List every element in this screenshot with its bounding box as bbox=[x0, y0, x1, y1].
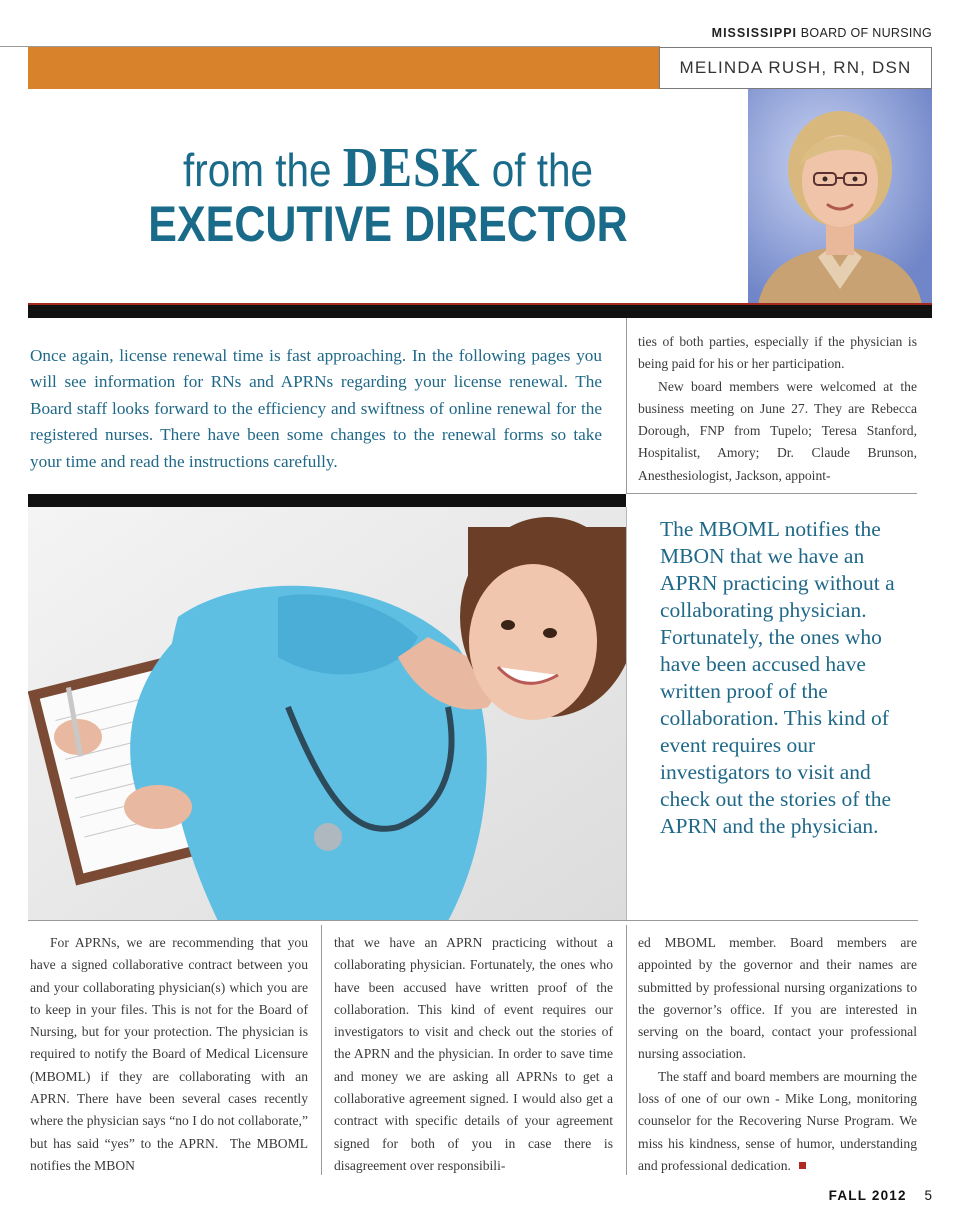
author-byline: MELINDA RUSH, RN, DSN bbox=[659, 47, 932, 89]
paragraph: ties of both parties, especially if the physician is being paid for his or her participation. bbox=[638, 334, 917, 372]
header-accent-bar bbox=[28, 47, 660, 89]
right-column-upper bbox=[638, 331, 917, 487]
intro-paragraph: Once again, license renewal time is fast approaching. In the following pages you will see information for RNs and APRNs regarding your license renewal. The Board staff looks forward to the efficiency and swiftness of online renewal for the registered nurses. There have been some changes to the renewal forms so take your time and read the instructions carefully. bbox=[30, 346, 602, 471]
paragraph: For APRNs, we are recommending that you have a signed collaborative contract between you and your collaborating physician(s) which you are to keep in your files. This is not for the Board of Nursing, but for your protection. The physician is required to notify the Board of Medical Licensure (MBOML) if they are collaborating with an APRN. There have been several cases recently where the physician says “no I do not collaborate,” but has said “yes” to the APRN. The MBOML notifies the MBON bbox=[30, 935, 308, 1173]
nurse-photo bbox=[28, 507, 626, 921]
article-column-1 bbox=[30, 932, 308, 1177]
photo-top-bar bbox=[28, 494, 626, 507]
title-from-the: from the bbox=[183, 144, 332, 196]
paragraph: that we have an APRN practicing without a collaborating physician. Fortunately, the ones who have been accused have written proof of the collaboration. This kind of event requires our investigators to visit and check out the stories of the APRN and the physician. In order to save time and money we are asking all APRNs to get a collaborative agreement signed. I would also get a contract with specific details of your agreement signed for both of you in case there is disagreement over responsibili- bbox=[334, 935, 613, 1173]
masthead-state: MISSISSIPPI bbox=[711, 26, 798, 40]
article-column-3 bbox=[638, 932, 917, 1177]
column-divider bbox=[321, 925, 322, 1175]
end-of-article-mark bbox=[799, 1162, 806, 1169]
masthead bbox=[712, 26, 932, 40]
director-portrait-photo bbox=[748, 89, 932, 304]
portrait-illustration bbox=[748, 89, 932, 304]
pullquote-divider bbox=[626, 507, 627, 921]
bottom-columns-rule bbox=[28, 920, 918, 921]
page-number: 5 bbox=[924, 1188, 932, 1203]
paragraph-last bbox=[638, 1066, 917, 1177]
paragraph: New board members were welcomed at the business meeting on June 27. They are Rebecca Dorough, FNP from Tupelo; Teresa Stanford, Hospitalist, Amory; Dr. Claude Brunson, Anesthesiologist, Jackson, appoint- bbox=[638, 378, 917, 483]
page-footer bbox=[829, 1188, 932, 1203]
column-divider bbox=[626, 318, 627, 494]
pull-quote: The MBOML notifies the MBON that we have an APRN practicing without a collaborating physician. Fortunately, the ones who have been accused have written proof of the collaboration. This kind of event requires our investigators to visit and check out the stories of the APRN and the physician. bbox=[660, 517, 895, 838]
title-of-the: of the bbox=[491, 144, 593, 196]
paragraph: ed MBOML member. Board members are appointed by the governor and their names are submitted by professional nursing organizations to the governor’s office. If you are interested in serving on the board, contact your professional nursing association. bbox=[638, 935, 917, 1062]
page-title bbox=[28, 137, 748, 252]
issue-season: FALL 2012 bbox=[828, 1188, 907, 1203]
title-line-2: EXECUTIVE DIRECTOR bbox=[148, 196, 628, 252]
masthead-board: BOARD OF NURSING bbox=[800, 26, 932, 40]
nurse-illustration bbox=[28, 507, 626, 921]
section-divider-bar bbox=[28, 303, 932, 318]
title-line-1 bbox=[71, 137, 705, 199]
column-divider bbox=[626, 925, 627, 1175]
column-rule bbox=[626, 493, 917, 494]
paragraph-text: The staff and board members are mourning the loss of one of our own - Mike Long, monitoring counselor for the Recovering Nurse Program. We miss his kindness, sense of humor, understanding and professional dedication. bbox=[638, 1068, 917, 1173]
title-desk: DESK bbox=[342, 137, 481, 199]
article-column-2 bbox=[334, 932, 613, 1177]
